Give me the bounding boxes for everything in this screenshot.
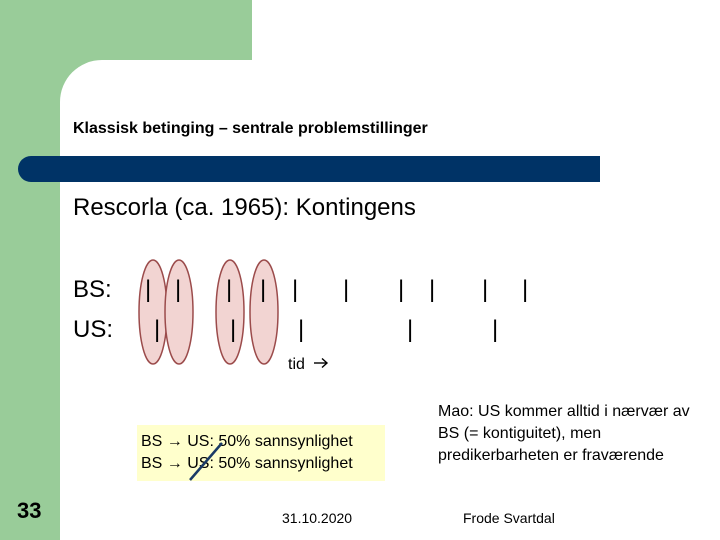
us-tick: | [230, 316, 237, 343]
bs-row-label: BS: [73, 276, 112, 303]
side-note: Mao: US kommer alltid i nærvær av BS (= kontiguitet), men predikerbarheten er fraværende [438, 403, 690, 464]
slide-number: 33 [17, 498, 42, 523]
us-row-label: US: [73, 316, 114, 343]
bs-tick: | [226, 276, 233, 303]
us-tick: | [154, 316, 161, 343]
bs-tick: | [482, 276, 489, 303]
us-tick: | [298, 316, 305, 343]
footer-date: 31.10.2020 [282, 510, 353, 526]
probability-line-1: BS → US: 50% sannsynlighet [141, 433, 353, 450]
footer-author: Frode Svartdal [463, 510, 555, 526]
bs-tick: | [522, 276, 529, 303]
bs-tick: | [429, 276, 436, 303]
header-title: Klassisk betinging – sentrale problemstillinger [73, 120, 428, 137]
time-label-text: tid [288, 356, 305, 373]
bs-tick: | [260, 276, 267, 303]
bs-tick: | [145, 276, 152, 303]
bs-tick: | [175, 276, 182, 303]
bs-tick: | [398, 276, 405, 303]
bs-tick: | [292, 276, 299, 303]
us-tick: | [492, 316, 499, 343]
bs-tick: | [343, 276, 350, 303]
main-title: Rescorla (ca. 1965): Kontingens [73, 194, 416, 221]
probability-line-2: BS → US: 50% sannsynlighet [141, 455, 353, 472]
us-tick: | [407, 316, 414, 343]
